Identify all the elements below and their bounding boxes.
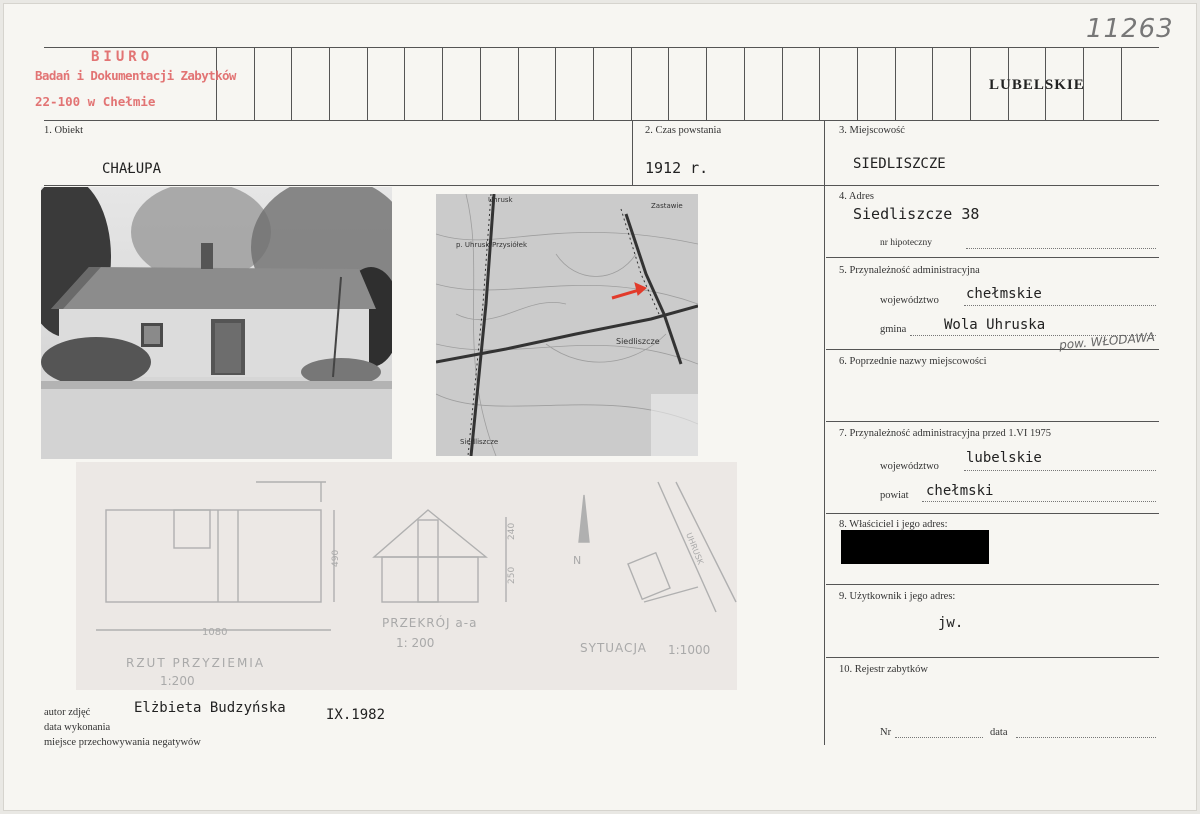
czas-label: 2. Czas powstania bbox=[645, 125, 722, 136]
header-grid-line bbox=[970, 47, 971, 120]
data-value: IX.1982 bbox=[326, 707, 386, 723]
header-grid-line bbox=[895, 47, 896, 120]
obiekt-value: CHAŁUPA bbox=[102, 161, 162, 177]
autor-value: Elżbieta Budzyńska bbox=[134, 700, 286, 716]
map-label-zastawie: Zastawie bbox=[651, 202, 683, 210]
map-label-uhrusk: Uhrusk bbox=[488, 196, 513, 204]
uzytkownik-label: 9. Użytkownik i jego adres: bbox=[839, 591, 956, 602]
house-photo bbox=[41, 187, 392, 459]
header-grid-line bbox=[932, 47, 933, 120]
sytuacja-label: SYTUACJA bbox=[580, 641, 647, 655]
wojewodztwo-value: chełmskie bbox=[966, 286, 1042, 302]
header-grid-line bbox=[555, 47, 556, 120]
header-grid-line bbox=[593, 47, 594, 120]
dim-width: 1080 bbox=[202, 627, 228, 638]
przynaleznosc-label: 5. Przynależność administracyjna bbox=[839, 265, 980, 276]
hipoteczny-label: nr hipoteczny bbox=[880, 238, 932, 248]
header-grid-line bbox=[1121, 47, 1122, 120]
header-grid-line bbox=[329, 47, 330, 120]
header-grid-line bbox=[857, 47, 858, 120]
rejestr-data-label: data bbox=[990, 727, 1008, 738]
miejscowosc-value: SIEDLISZCZE bbox=[853, 156, 946, 172]
north-label: N bbox=[573, 554, 582, 567]
office-stamp-line2: Badań i Dokumentacji Zabytków bbox=[35, 68, 236, 83]
sytuacja-scale: 1:1000 bbox=[668, 643, 711, 657]
header-grid-line bbox=[367, 47, 368, 120]
czas-value: 1912 r. bbox=[645, 159, 709, 177]
przekroj-label: PRZEKRÓJ a-a bbox=[382, 616, 478, 630]
location-map bbox=[436, 194, 698, 456]
rejestr-nr-label: Nr bbox=[880, 727, 892, 738]
header-grid-line bbox=[291, 47, 292, 120]
gmina-value: Wola Uhruska bbox=[944, 317, 1046, 333]
map-label-siedliszcze: Siedliszcze bbox=[616, 337, 660, 346]
registry-number: 11263 bbox=[1086, 14, 1174, 44]
office-stamp-line1: BIURO bbox=[91, 49, 154, 65]
header-grid-line bbox=[819, 47, 820, 120]
road-label: UHRUSK bbox=[684, 531, 706, 566]
rejestr-label: 10. Rejestr zabytków bbox=[839, 664, 928, 675]
dim-depth: 490 bbox=[331, 549, 341, 567]
header-grid-line bbox=[442, 47, 443, 120]
powiat-przed-label: powiat bbox=[880, 490, 909, 501]
adres-value: Siedliszcze 38 bbox=[853, 205, 980, 223]
rzut-scale: 1:200 bbox=[160, 674, 195, 688]
przekroj-scale: 1: 200 bbox=[396, 636, 435, 650]
obiekt-label: 1. Obiekt bbox=[44, 125, 84, 136]
header-grid-line bbox=[404, 47, 405, 120]
autor-label: autor zdjęć bbox=[44, 707, 91, 718]
przynaleznosc-przed-label: 7. Przynależność administracyjna przed 1.VI 1975 bbox=[839, 428, 1051, 439]
header-grid-line bbox=[744, 47, 745, 120]
map-label-siedliszcze-south: Siedliszcze bbox=[460, 438, 499, 446]
architectural-plans bbox=[76, 462, 737, 690]
data-label: data wykonania bbox=[44, 722, 111, 733]
region-name: LUBELSKIE bbox=[989, 77, 1085, 93]
wlasciciel-label: 8. Właściciel i jego adres: bbox=[839, 519, 948, 530]
header-grid-line bbox=[480, 47, 481, 120]
header-grid-line bbox=[216, 47, 217, 120]
rzut-label: RZUT PRZYZIEMIA bbox=[126, 656, 266, 670]
map-label-przysiolek: p. Uhrusk-Przysiółek bbox=[456, 241, 528, 249]
wojewodztwo-label: województwo bbox=[880, 295, 939, 306]
wojewodztwo-przed-value: lubelskie bbox=[966, 450, 1042, 466]
dim-h1: 250 bbox=[507, 566, 517, 584]
miejscowosc-label: 3. Miejscowość bbox=[839, 125, 905, 136]
header-grid-line bbox=[782, 47, 783, 120]
office-stamp-line3: 22-100 w Chełmie bbox=[35, 94, 156, 109]
header-grid-line bbox=[518, 47, 519, 120]
adres-label: 4. Adres bbox=[839, 191, 874, 202]
header-grid-line bbox=[668, 47, 669, 120]
powiat-przed-value: chełmski bbox=[926, 483, 994, 499]
poprzednie-label: 6. Poprzednie nazwy miejscowości bbox=[839, 356, 987, 367]
wojewodztwo-przed-label: województwo bbox=[880, 461, 939, 472]
uzytkownik-value: jw. bbox=[938, 615, 964, 631]
miejsce-label: miejsce przechowywania negatywów bbox=[44, 737, 201, 748]
powiat-note: pow. WŁODAWA bbox=[1058, 329, 1156, 353]
header-grid-line bbox=[254, 47, 255, 120]
dim-h2: 240 bbox=[507, 522, 517, 540]
redacted-owner-address bbox=[841, 530, 989, 564]
header-grid-line bbox=[631, 47, 632, 120]
header-grid-line bbox=[706, 47, 707, 120]
record-card bbox=[3, 3, 1197, 811]
gmina-label: gmina bbox=[880, 324, 907, 335]
